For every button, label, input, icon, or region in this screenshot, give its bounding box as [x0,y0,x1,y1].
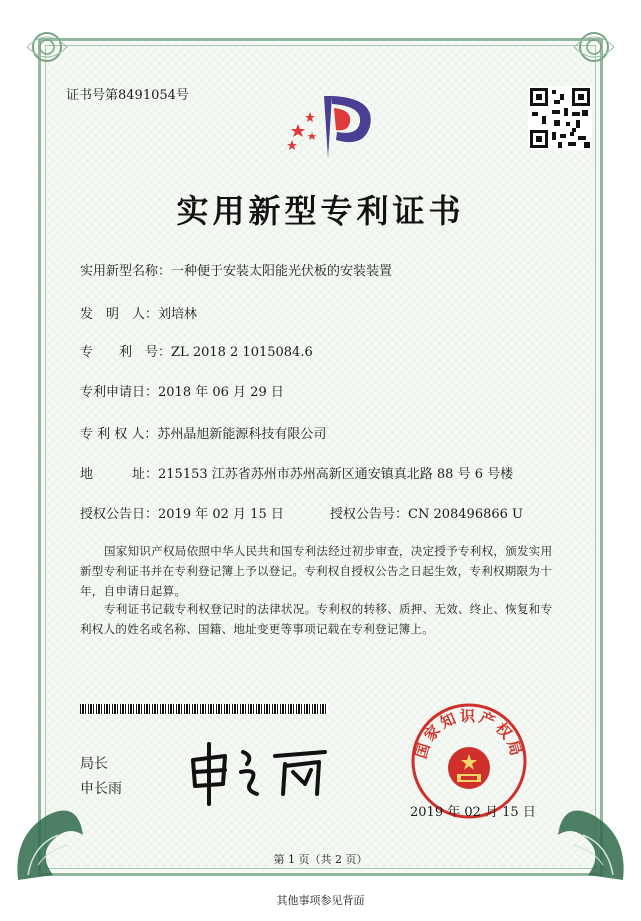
field-value: 2018 年 06 月 29 日 [158,385,284,400]
field-utility-model-name [80,264,392,280]
field-application-date [80,385,284,401]
certificate-number-label: 证书号第 [66,88,119,103]
field-value: 2019 年 02 月 15 日 [158,507,284,522]
field-label: 地 址： [80,467,159,482]
director-title: 局长 [80,756,108,772]
field-value: 刘培林 [158,307,198,322]
field-patentee [80,427,326,443]
field-value: ZL 2018 2 1015084.6 [171,345,313,360]
certificate-number-value: 8491054 [118,88,176,103]
cnipa-logo-icon [284,88,384,162]
field-label: 专利申请日： [80,385,159,400]
field-label: 专 利 号： [80,345,172,360]
field-label: 授权公告号： [330,507,409,522]
field-address [80,467,513,483]
field-value: CN 208496866 U [408,507,523,522]
field-grant-date [80,507,284,523]
certificate-number-suffix: 号 [175,88,189,103]
field-value: 一种便于安装太阳能光伏板的安装装置 [171,264,393,279]
barcode-icon [80,704,328,714]
field-grant-no [330,507,523,523]
corner-ornament-top-right [569,22,619,72]
field-value: 苏州晶旭新能源科技有限公司 [157,427,327,442]
official-seal-icon [410,702,528,820]
certificate-title: 实用新型专利证书 [176,192,465,230]
seal-date: 2019 年 02 月 15 日 [410,805,536,820]
director-signature-icon [185,738,335,808]
field-label: 专 利 权 人： [80,427,158,442]
field-label: 实用新型名称： [80,264,172,279]
page-info: 第 1 页（共 2 页） [273,853,368,866]
corner-ornament-bottom-left [8,795,88,885]
paragraph-grant-statement: 国家知识产权局依照中华人民共和国专利法经过初步审查，决定授予专利权，颁发实用新型专利证书并在专利登记簿上予以登记。专利权自授权公告之日起生效，专利权期限为十年，自申请日起算。 [80,544,553,598]
field-label: 发 明 人： [80,307,159,322]
field-inventor [80,307,197,323]
corner-ornament-top-left [22,22,72,72]
certificate-number [66,88,189,104]
seal-text: 国家知识产权局 [411,707,527,761]
director-name: 申长雨 [80,781,122,797]
footer-note: 其他事项参见背面 [276,894,365,907]
field-value: 215153 江苏省苏州市苏州高新区通安镇真北路 88 号 6 号楼 [158,467,514,482]
field-label: 授权公告日： [80,507,159,522]
paragraph-legal-status: 专利证书记载专利权登记时的法律状况。专利权的转移、质押、无效、终止、恢复和专利权人的姓名或名称、国籍、地址变更等事项记载在专利登记簿上。 [80,602,553,636]
field-patent-no [80,345,313,361]
corner-ornament-bottom-right [553,795,633,885]
qr-code-icon [528,86,592,150]
